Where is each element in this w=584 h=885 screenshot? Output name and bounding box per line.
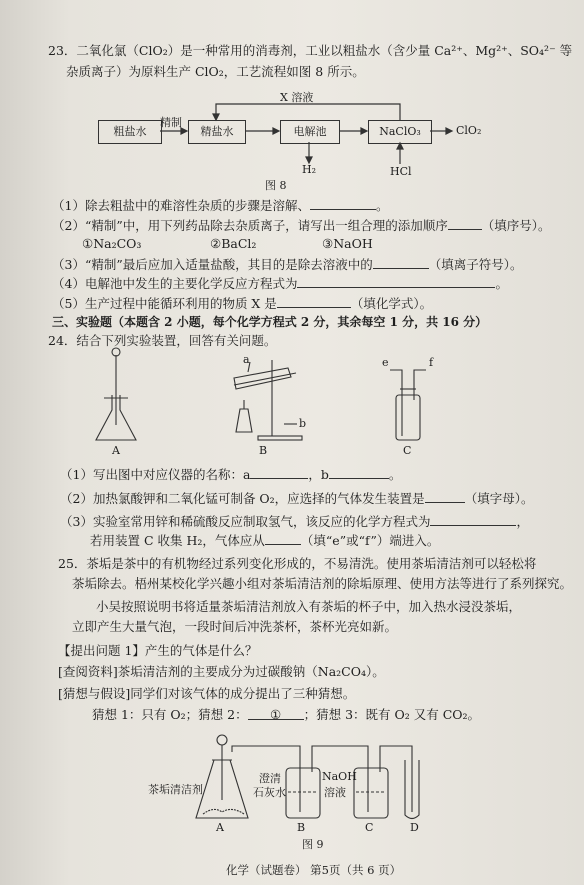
flow-box-naclo3: NaClO₃ — [368, 120, 432, 144]
apparatus-label-a: a — [243, 353, 250, 366]
flow-hcl: HCl — [390, 165, 412, 178]
apparatus-label-e: e — [382, 356, 389, 369]
q25-question1: 【提出问题 1】产生的气体是什么？ — [58, 643, 258, 658]
fig9-label-d: D — [410, 821, 419, 834]
flow-label-refine: 精制 — [160, 116, 182, 129]
q23-intro-line1: 23．二氧化氯（ClO₂）是一种常用的消毒剂，工业以粗盐水（含少量 Ca²⁺、Mg²⁺、SO₄²⁻ 等 — [48, 43, 573, 58]
q25-line2: 茶垢除去。梧州某校化学兴趣小组对茶垢清洁剂的除垢原理、使用方法等进行了系列探究。 — [72, 576, 573, 591]
q25-reference: [查阅资料]茶垢清洁剂的主要成分为过碳酸钠（Na₂CO₄）。 — [58, 664, 385, 679]
fig9-label-a: A — [216, 821, 224, 834]
q24-part3b: 若用装置 C 收集 H₂，气体应从 （填“e”或“f”）端进入。 — [90, 533, 440, 548]
flow-box-refined-brine: 精盐水 — [188, 120, 246, 144]
section-3-heading: 三、实验题（本题含 2 小题，每个化学方程式 2 分，其余每空 1 分，共 16 分） — [52, 315, 488, 329]
q23-part4: （4）电解池中发生的主要化学反应方程式为 。 — [52, 276, 508, 291]
q24-part3: （3）实验室常用锌和稀硫酸反应制取氢气，该反应的化学方程式为 ， — [60, 514, 529, 529]
q24-part1: （1）写出图中对应仪器的名称：a ，b 。 — [60, 467, 402, 482]
fig9-label-limewater-2: 石灰水 — [253, 786, 286, 799]
apparatus-label-a-upper: A — [112, 444, 120, 457]
answer-blank-1[interactable]: ① — [248, 707, 304, 720]
fig9-label-cleaner: 茶垢清洁剂 — [148, 783, 203, 796]
figure-8-caption: 图 8 — [265, 179, 287, 192]
q25-line3: 小吴按照说明书将适量茶垢清洁剂放入有茶垢的杯子中，加入热水浸没茶垢， — [96, 599, 522, 614]
q23-part3: （3）“精制”最后应加入适量盐酸，其目的是除去溶液中的 （填离子符号）。 — [52, 257, 523, 272]
fig9-label-naoh-1: NaOH — [322, 770, 357, 783]
fig9-label-c: C — [365, 821, 374, 834]
apparatus-label-b-upper: B — [259, 444, 268, 457]
q24-part2: （2）加热氯酸钾和二氧化锰可制备 O₂，应选择的气体发生装置是 （填字母）。 — [60, 491, 534, 506]
q25-line1: 25．茶垢是茶中的有机物经过系列变化形成的，不易清洗。使用茶垢清洁剂可以轻松将 — [58, 556, 537, 571]
q23-option3: ③NaOH — [322, 236, 373, 251]
fig9-label-b: B — [297, 821, 306, 834]
flow-h2: H₂ — [302, 163, 317, 176]
q23-option1: ①Na₂CO₃ — [82, 236, 142, 251]
q25-guesses: 猜想 1：只有 O₂；猜想 2： ① ；猜想 3：既有 O₂ 又有 CO₂。 — [92, 707, 481, 722]
q23-part1: （1）除去粗盐中的难溶性杂质的步骤是溶解、 。 — [52, 198, 389, 213]
page-footer: 化学（试题卷） 第5页（共 6 页） — [226, 863, 402, 877]
q24-title: 24．结合下列实验装置，回答有关问题。 — [48, 333, 277, 348]
figure-9-caption: 图 9 — [302, 838, 324, 851]
flow-box-crude-brine: 粗盐水 — [98, 120, 162, 144]
q25-hypothesis: [猜想与假设]同学们对该气体的成分提出了三种猜想。 — [58, 686, 356, 701]
flow-box-electrolyzer: 电解池 — [280, 120, 340, 144]
q23-option2: ②BaCl₂ — [210, 236, 257, 251]
fig9-label-limewater-1: 澄清 — [259, 772, 281, 785]
apparatus-label-f: f — [429, 356, 434, 369]
apparatus-label-b: b — [299, 417, 307, 430]
apparatus-label-c-upper: C — [403, 444, 412, 457]
fig9-label-naoh-2: 溶液 — [324, 786, 346, 799]
flow-recycle-x: X 溶液 — [280, 91, 314, 104]
q23-intro-line2: 杂质离子）为原料生产 ClO₂，工艺流程如图 8 所示。 — [66, 64, 365, 79]
q25-line4: 立即产生大量气泡，一段时间后冲洗茶杯，茶杯光亮如新。 — [72, 619, 398, 634]
q23-part5: （5）生产过程中能循环利用的物质 X 是 （填化学式）。 — [52, 296, 433, 311]
flow-product-clo2: ClO₂ — [456, 124, 482, 137]
q23-part2: （2）“精制”中，用下列药品除去杂质离子，请写出一组合理的添加顺序 （填序号）。 — [52, 218, 551, 233]
